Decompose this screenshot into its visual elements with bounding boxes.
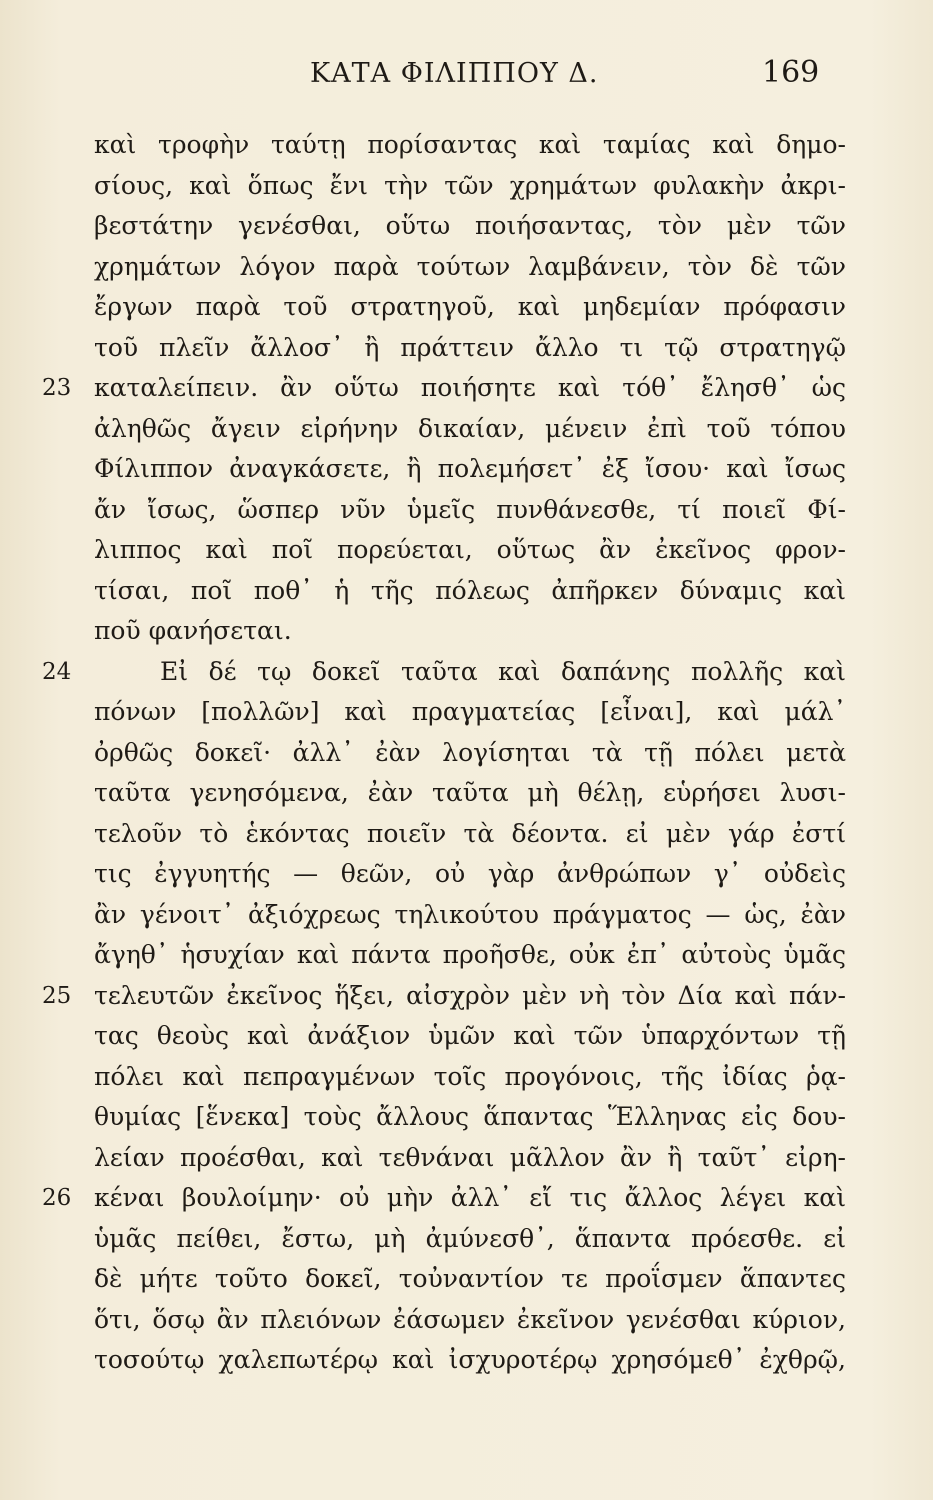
text-line: τοσούτῳ χαλεπωτέρῳ καὶ ἰσχυροτέρῳ χρησόμεθ᾽ ἐχθρῷ,	[94, 1345, 846, 1374]
text-line: θυμίας [ἕνεκα] τοὺς ἄλλους ἅπαντας Ἕλληνας εἰς δου-	[94, 1102, 846, 1131]
text-line: λείαν προέσθαι, καὶ τεθνάναι μᾶλλον ἂν ἢ ταῦτ᾽ εἰρη-	[94, 1142, 846, 1172]
text-line: κέναι βουλοίμην· οὐ μὴν ἀλλ᾽ εἴ τις ἄλλος λέγει καὶ	[94, 1183, 846, 1212]
text-line: Φίλιππον ἀναγκάσετε, ἢ πολεμήσετ᾽ ἐξ ἴσου· καὶ ἴσως	[94, 454, 846, 483]
text-line: ἄν ἴσως, ὥσπερ νῦν ὑμεῖς πυνθάνεσθε, τί ποιεῖ Φί-	[94, 494, 846, 524]
text-line: χρημάτων λόγον παρὰ τούτων λαμβάνειν, τὸν δὲ τῶν	[94, 251, 846, 281]
text-line: καταλείπειν. ἂν οὕτω ποιήσητε καὶ τόθ᾽ ἔλησθ᾽ ὡς	[94, 373, 846, 402]
section-marker: 24	[42, 658, 72, 685]
page-header	[0, 50, 933, 100]
section-marker: 26	[42, 1185, 72, 1211]
text-line: τίσαι, ποῖ ποθ᾽ ἡ τῆς πόλεως ἀπῆρκεν δύναμις καὶ	[94, 575, 846, 605]
running-title: ΚΑΤΑ ΦΙΛΙΠΠΟΥ Δ.	[310, 58, 599, 89]
text-line: ὅτι, ὅσῳ ἂν πλειόνων ἐάσωμεν ἐκεῖνον γενέσθαι κύριον,	[94, 1304, 846, 1334]
text-line: ἂν γένοιτ᾽ ἀξιόχρεως τηλικούτου πράγματος — ὡς, ἐὰν	[94, 899, 846, 929]
text-line: τελευτῶν ἐκεῖνος ἥξει, αἰσχρὸν μὲν νὴ τὸν Δία καὶ πάν-	[94, 980, 846, 1010]
text-line: καὶ τροφὴν ταύτῃ πορίσαντας καὶ ταμίας καὶ δημο-	[94, 130, 846, 159]
text-line: ποῦ φανήσεται.	[94, 616, 292, 645]
section-marker: 25	[42, 982, 72, 1009]
text-line: βεστάτην γενέσθαι, οὕτω ποιήσαντας, τὸν μὲν τῶν	[94, 211, 846, 240]
text-line: πόλει καὶ πεπραγμένων τοῖς προγόνοις, τῆς ἰδίας ῥᾳ-	[94, 1061, 846, 1091]
text-line: πόνων [πολλῶν] καὶ πραγματείας [εἶναι], καὶ μάλ᾽	[94, 697, 846, 726]
page-number: 169	[762, 55, 820, 90]
text-line: δὲ μήτε τοῦτο δοκεῖ, τοὐναντίον τε προΐσμεν ἅπαντες	[94, 1264, 846, 1293]
text-line: ταῦτα γενησόμενα, ἐὰν ταῦτα μὴ θέλῃ, εὑρήσει λυσι-	[94, 778, 846, 807]
section-marker: 23	[42, 375, 72, 401]
text-line: τας θεοὺς καὶ ἀνάξιον ὑμῶν καὶ τῶν ὑπαρχόντων τῇ	[94, 1021, 846, 1050]
text-line: τελοῦν τὸ ἑκόντας ποιεῖν τὰ δέοντα. εἰ μὲν γάρ ἐστί	[94, 818, 846, 848]
text-line: Εἰ δέ τῳ δοκεῖ ταῦτα καὶ δαπάνης πολλῆς καὶ	[160, 656, 846, 686]
text-line: σίους, καὶ ὅπως ἔνι τὴν τῶν χρημάτων φυλακὴν ἀκρι-	[94, 170, 846, 200]
text-line: ἔργων παρὰ τοῦ στρατηγοῦ, καὶ μηδεμίαν πρόφασιν	[94, 292, 846, 321]
text-line: ὀρθῶς δοκεῖ· ἀλλ᾽ ἐὰν λογίσηται τὰ τῇ πόλει μετὰ	[94, 737, 846, 767]
text-line: τοῦ πλεῖν ἄλλοσ᾽ ἢ πράττειν ἄλλο τι τῷ στρατηγῷ	[94, 332, 846, 362]
text-line: ἀληθῶς ἄγειν εἰρήνην δικαίαν, μένειν ἐπὶ τοῦ τόπου	[94, 413, 846, 443]
text-line: τις ἐγγυητής — θεῶν, οὐ γὰρ ἀνθρώπων γ᾽ οὐδεὶς	[94, 859, 846, 888]
text-line: λιππος καὶ ποῖ πορεύεται, οὕτως ἂν ἐκεῖνος φρον-	[94, 535, 846, 564]
text-line: ἄγηθ᾽ ἡσυχίαν καὶ πάντα προῆσθε, οὐκ ἐπ᾽ αὐτοὺς ὑμᾶς	[94, 940, 846, 969]
text-line: ὑμᾶς πείθει, ἔστω, μὴ ἀμύνεσθ᾽, ἅπαντα πρόεσθε. εἰ	[94, 1223, 846, 1253]
